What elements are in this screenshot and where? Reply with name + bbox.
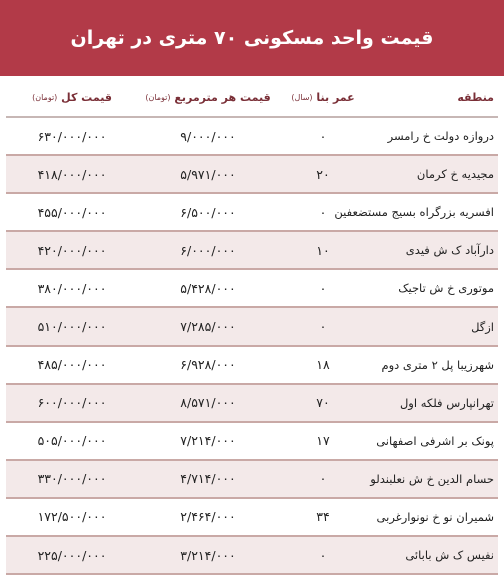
cell-area-value: دارآباد ک ش فیدی (405, 243, 494, 258)
cell-age (278, 118, 368, 154)
cell-age (278, 232, 368, 268)
table-row (6, 118, 498, 156)
cell-price-per-meter-value: ۷/۲۸۵/۰۰۰ (180, 319, 236, 335)
cell-price-per-meter (138, 499, 278, 535)
table-row (6, 499, 498, 537)
cell-age (278, 347, 368, 383)
cell-price-per-meter (138, 118, 278, 154)
cell-total-price (6, 347, 138, 383)
table-row (6, 270, 498, 308)
table-row (6, 194, 498, 232)
header-total-unit: (تومان) (32, 92, 58, 102)
cell-price-per-meter (138, 232, 278, 268)
header-age (278, 78, 368, 116)
cell-age (278, 194, 368, 230)
header-price-per-meter (138, 78, 278, 116)
cell-age-value: ۰ (319, 204, 327, 220)
cell-price-per-meter (138, 156, 278, 192)
cell-age-value: ۰ (319, 547, 327, 563)
cell-area-value: شمیران نو خ نونوارغربی (376, 509, 494, 524)
cell-area-value: دروازه دولت خ رامسر (387, 129, 494, 144)
cell-total-price-value: ۲۲۵/۰۰۰/۰۰۰ (37, 547, 107, 563)
cell-area-value: حسام الدین خ ش نعلبندلو (370, 471, 494, 486)
cell-area (368, 385, 498, 421)
table-row (6, 423, 498, 461)
cell-total-price-value: ۶۰۰/۰۰۰/۰۰۰ (37, 395, 107, 411)
cell-age-value: ۱۷ (316, 433, 330, 449)
cell-age-value: ۰ (319, 319, 327, 335)
cell-age (278, 461, 368, 497)
table-row (6, 461, 498, 499)
cell-total-price (6, 232, 138, 268)
cell-price-per-meter (138, 385, 278, 421)
cell-price-per-meter-value: ۶/۹۲۸/۰۰۰ (180, 357, 236, 373)
table-row (6, 537, 498, 575)
cell-price-per-meter-value: ۸/۵۷۱/۰۰۰ (180, 395, 236, 411)
cell-total-price (6, 194, 138, 230)
cell-age-value: ۰ (319, 128, 327, 144)
title-bar (0, 0, 504, 76)
cell-age (278, 385, 368, 421)
cell-total-price (6, 270, 138, 306)
cell-area-value: مجیدیه خ کرمان (416, 167, 494, 182)
header-ppm-label: قیمت هر مترمربع (174, 90, 271, 104)
cell-total-price (6, 499, 138, 535)
cell-age-value: ۲۰ (316, 166, 330, 182)
cell-area (368, 423, 498, 459)
cell-age-value: ۱۸ (316, 357, 330, 373)
table-row (6, 385, 498, 423)
cell-area (368, 118, 498, 154)
cell-price-per-meter-value: ۵/۹۷۱/۰۰۰ (180, 166, 236, 182)
cell-price-per-meter-value: ۶/۵۰۰/۰۰۰ (180, 204, 236, 220)
cell-age-value: ۰ (319, 471, 327, 487)
header-ppm-unit: (تومان) (145, 92, 171, 102)
page-title: قیمت واحد مسکونی ۷۰ متری در تهران (70, 27, 434, 49)
header-area-label: منطقه (457, 90, 494, 104)
cell-area-value: موتوری خ ش تاجیک (398, 281, 494, 296)
cell-area-value: تهرانپارس فلکه اول (399, 395, 494, 410)
cell-price-per-meter-value: ۴/۷۱۴/۰۰۰ (180, 471, 236, 487)
cell-price-per-meter (138, 347, 278, 383)
cell-age (278, 308, 368, 344)
header-total-label: قیمت کل (61, 90, 112, 104)
cell-price-per-meter (138, 308, 278, 344)
cell-total-price (6, 385, 138, 421)
cell-area (368, 347, 498, 383)
header-area (368, 78, 498, 116)
cell-area (334, 194, 498, 230)
cell-price-per-meter-value: ۷/۲۱۴/۰۰۰ (180, 433, 236, 449)
cell-price-per-meter-value: ۶/۰۰۰/۰۰۰ (180, 242, 236, 258)
cell-age-value: ۰ (319, 280, 327, 296)
cell-price-per-meter (138, 461, 278, 497)
cell-area-value: پونک بر اشرفی اصفهانی (376, 433, 494, 448)
cell-total-price-value: ۶۳۰/۰۰۰/۰۰۰ (37, 128, 107, 144)
header-total-price (6, 78, 138, 116)
table-row (6, 232, 498, 270)
table-row (6, 156, 498, 194)
cell-age (278, 423, 368, 459)
cell-age (278, 537, 368, 573)
cell-price-per-meter (138, 194, 278, 230)
cell-price-per-meter-value: ۵/۴۲۸/۰۰۰ (180, 280, 236, 296)
cell-area (368, 308, 498, 344)
cell-area-value: شهرزیبا پل ۲ متری دوم (381, 357, 494, 372)
cell-area (368, 537, 498, 573)
table-row (6, 308, 498, 346)
cell-total-price-value: ۱۷۲/۵۰۰/۰۰۰ (37, 509, 107, 525)
cell-total-price (6, 308, 138, 344)
cell-total-price-value: ۳۳۰/۰۰۰/۰۰۰ (37, 471, 107, 487)
header-age-label: عمر بنا (316, 90, 355, 104)
header-age-unit: (سال) (291, 92, 313, 102)
price-table (6, 78, 498, 575)
cell-total-price-value: ۴۲۰/۰۰۰/۰۰۰ (37, 242, 107, 258)
cell-age (278, 156, 368, 192)
cell-area (368, 156, 498, 192)
cell-area (368, 232, 498, 268)
table-header (6, 78, 498, 118)
cell-price-per-meter (138, 423, 278, 459)
cell-price-per-meter-value: ۲/۴۶۴/۰۰۰ (180, 509, 236, 525)
cell-total-price (6, 118, 138, 154)
cell-price-per-meter (138, 270, 278, 306)
cell-area-value: نفیس ک ش بابائی (405, 548, 494, 563)
cell-total-price (6, 156, 138, 192)
cell-total-price-value: ۴۵۵/۰۰۰/۰۰۰ (37, 204, 107, 220)
cell-area-value: افسریه بزرگراه بسیج مستضعفین (334, 205, 494, 220)
cell-total-price-value: ۴۱۸/۰۰۰/۰۰۰ (37, 166, 107, 182)
cell-price-per-meter-value: ۳/۲۱۴/۰۰۰ (180, 547, 236, 563)
cell-price-per-meter (138, 537, 278, 573)
cell-age-value: ۱۰ (316, 242, 330, 258)
cell-age (278, 270, 368, 306)
cell-area (368, 270, 498, 306)
table-body (6, 118, 498, 575)
cell-age (278, 499, 368, 535)
cell-total-price (6, 423, 138, 459)
cell-total-price-value: ۵۱۰/۰۰۰/۰۰۰ (37, 319, 107, 335)
cell-age-value: ۷۰ (316, 395, 330, 411)
cell-area (368, 499, 498, 535)
cell-total-price-value: ۳۸۰/۰۰۰/۰۰۰ (37, 280, 107, 296)
cell-total-price (6, 461, 138, 497)
cell-total-price (6, 537, 138, 573)
cell-area-value: ازگل (471, 319, 494, 334)
cell-price-per-meter-value: ۹/۰۰۰/۰۰۰ (180, 128, 236, 144)
cell-total-price-value: ۴۸۵/۰۰۰/۰۰۰ (37, 357, 107, 373)
cell-total-price-value: ۵۰۵/۰۰۰/۰۰۰ (37, 433, 107, 449)
cell-age-value: ۳۴ (316, 509, 330, 525)
cell-area (368, 461, 498, 497)
table-row (6, 347, 498, 385)
